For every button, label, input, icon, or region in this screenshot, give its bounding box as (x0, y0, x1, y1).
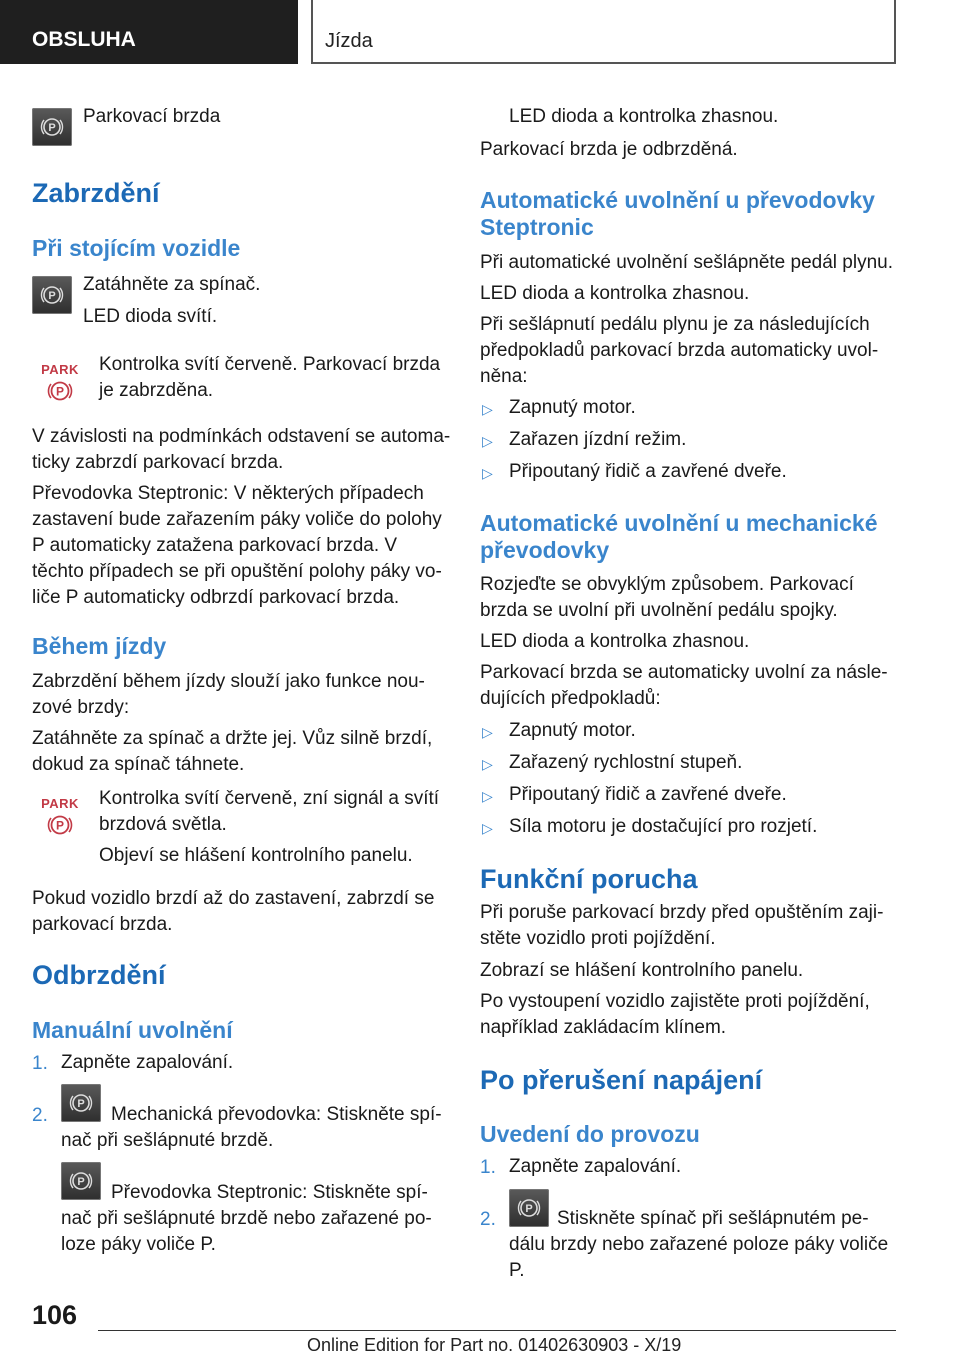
step-2-text-l3: P. (509, 1260, 525, 1281)
text-por-l2: stěte vozidlo proti pojíždění. (480, 928, 716, 949)
list-item: Síla motoru je dostačující pro rozjetí. (509, 816, 818, 837)
text-kontrolka1-l2: je zabrzděna. (99, 380, 214, 401)
text-pokud-l2: parkovací brzda. (32, 914, 173, 935)
text-pri-l3: něna: (480, 366, 528, 387)
svg-text:P: P (77, 1098, 85, 1110)
parking-brake-button-icon (61, 1084, 101, 1122)
step-3-text-l3: loze páky voliče P. (61, 1234, 216, 1255)
text-beh-l1: Zabrzdění během jízdy slouží jako funkce nou‐ (32, 671, 425, 692)
text-kontrolka1-l1: Kontrolka svítí červeně. Parkovací brzda (99, 354, 441, 375)
button-caption: Parkovací brzda (83, 106, 221, 127)
text-kontrolka2-l2: brzdová světla. (99, 814, 227, 835)
footer-divider (98, 1330, 896, 1331)
heading-auto-step-l1: Automatické uvolnění u převodovky (480, 187, 875, 213)
heading-uvedeni: Uvedení do provozu (480, 1121, 700, 1147)
step-2-text-l2: dálu brzdy nebo zařazené poloze páky voliče (509, 1234, 889, 1255)
heading-zabrzdeni: Zabrzdění (32, 178, 160, 208)
parking-brake-button-icon (32, 108, 72, 146)
list-item: Zapnutý motor. (509, 397, 636, 418)
text-beh-l2: zové brzdy: (32, 697, 130, 718)
text-por-l1: Při poruše parkovací brzdy před opuštěním zaji‐ (480, 902, 884, 923)
text-prev-l1: Převodovka Steptronic: V některých případech (32, 483, 424, 504)
step-3-text-l2: nač při sešlápnuté brzdě nebo zařazené po‐ (61, 1208, 432, 1229)
list-item: Připoutaný řidič a zavřené dveře. (509, 461, 787, 482)
text-zavislost-l1: V závislosti na podmínkách odstavení se automa‐ (32, 426, 451, 447)
heading-manual: Manuální uvolnění (32, 1017, 233, 1043)
text-odbrzdena: Parkovací brzda je odbrzděná. (480, 139, 738, 160)
step-2-text-l1: Stiskněte spínač při sešlápnutém pe‐ (557, 1208, 869, 1229)
park-warning-icon: PARK P (41, 362, 79, 399)
bullet-triangle-icon: ▷ (482, 465, 493, 481)
text-pokud-l1: Pokud vozidlo brzdí až do zastavení, zabrzdí se (32, 888, 435, 909)
page-number: 106 (32, 1300, 78, 1330)
heading-odbrzdeni: Odbrzdění (32, 960, 166, 990)
parking-brake-button-icon (61, 1162, 101, 1200)
text-led-zhasnou: LED dioda a kontrolka zhasnou. (509, 106, 779, 127)
text-pri-l2: předpokladů parkovací brzda automaticky uvol‐ (480, 340, 879, 361)
park-warning-icon: PARK P (41, 796, 79, 833)
text-zavislost-l2: ticky zabrzdí parkovací brzda. (32, 452, 284, 473)
text-led2: LED dioda a kontrolka zhasnou. (480, 283, 750, 304)
svg-text:P: P (55, 818, 65, 833)
text-zobrazi: Zobrazí se hlášení kontrolního panelu. (480, 960, 804, 981)
svg-text:P: P (48, 122, 56, 134)
step-number: 2. (32, 1105, 48, 1126)
svg-text:P: P (525, 1203, 533, 1215)
section-tab: OBSLUHA (0, 0, 298, 64)
bullet-triangle-icon: ▷ (482, 724, 493, 740)
heading-behem: Během jízdy (32, 633, 167, 659)
text-pk-l1: Parkovací brzda se automaticky uvolní za násle‐ (480, 662, 888, 683)
text-kontrolka2-l1: Kontrolka svítí červeně, zní signál a svítí (99, 788, 440, 809)
list-item: Zařazen jízdní režim. (509, 429, 687, 450)
heading-auto-step-l2: Steptronic (480, 214, 594, 240)
heading-porucha: Funkční porucha (480, 864, 698, 894)
text-prev-l3: P automaticky zatažena parkovací brzda. V (32, 535, 398, 556)
text-prev-l2: zastavení bude zařazením páky voliče do polohy (32, 509, 442, 530)
step-1-text: Zapněte zapalování. (509, 1156, 682, 1177)
text-pk-l2: dujících předpokladů: (480, 688, 661, 709)
text-roz-l1: Rozjeďte se obvyklým způsobem. Parkovací (480, 574, 854, 595)
chapter-header (311, 0, 896, 64)
list-item: Zařazený rychlostní stupeň. (509, 752, 743, 773)
text-roz-l2: brzda se uvolní při uvolnění pedálu spojky. (480, 600, 838, 621)
step-2-text-l2: nač při sešlápnuté brzdě. (61, 1130, 274, 1151)
list-item: Připoutaný řidič a zavřené dveře. (509, 784, 787, 805)
step-number: 1. (32, 1053, 48, 1074)
text-prev-l4: těchto případech se při opuštění polohy páky vo‐ (32, 561, 442, 582)
text-pri-l1: Při sešlápnutí pedálu plynu je za následujících (480, 314, 870, 335)
text-zat-spinac: Zatáhněte za spínač. (83, 274, 261, 295)
step-3-text-l1: Převodovka Steptronic: Stiskněte spí‐ (111, 1182, 428, 1203)
text-vyst-l2: například zakládacím klínem. (480, 1017, 727, 1038)
bullet-triangle-icon: ▷ (482, 820, 493, 836)
parking-brake-button-icon (32, 276, 72, 314)
bullet-triangle-icon: ▷ (482, 788, 493, 804)
text-auto: Při automatické uvolnění sešlápněte pedál plynu. (480, 252, 893, 273)
step-number: 2. (480, 1209, 496, 1230)
step-number: 1. (480, 1157, 496, 1178)
bullet-triangle-icon: ▷ (482, 401, 493, 417)
heading-preruseni: Po přerušení napájení (480, 1065, 763, 1095)
svg-text:P: P (48, 290, 56, 302)
list-item: Zapnutý motor. (509, 720, 636, 741)
heading-auto-mech-l1: Automatické uvolnění u mechanické (480, 510, 878, 536)
chapter-title: Jízda (325, 30, 373, 52)
edition-text: Online Edition for Part no. 01402630903 - X/19 (307, 1335, 682, 1355)
text-vyst-l1: Po vystoupení vozidlo zajistěte proti pojíždění, (480, 991, 870, 1012)
text-zat-l1: Zatáhněte za spínač a držte jej. Vůz silně brzdí, (32, 728, 433, 749)
heading-pri-stojicim: Při stojícím vozidle (32, 235, 241, 261)
text-led3: LED dioda a kontrolka zhasnou. (480, 631, 750, 652)
step-1-text: Zapněte zapalování. (61, 1052, 234, 1073)
bullet-triangle-icon: ▷ (482, 756, 493, 772)
text-led-sviti: LED dioda svítí. (83, 306, 218, 327)
heading-auto-mech-l2: převodovky (480, 537, 610, 563)
svg-text:P: P (55, 384, 65, 399)
step-2-text-l1: Mechanická převodovka: Stiskněte spí‐ (111, 1104, 442, 1125)
svg-text:P: P (77, 1176, 85, 1188)
bullet-triangle-icon: ▷ (482, 433, 493, 449)
text-objevi: Objeví se hlášení kontrolního panelu. (99, 845, 413, 866)
text-zat-l2: dokud za spínač táhnete. (32, 754, 245, 775)
parking-brake-button-icon (509, 1189, 549, 1227)
text-prev-l5: liče P automaticky odbrzdí parkovací brzda. (32, 587, 400, 608)
